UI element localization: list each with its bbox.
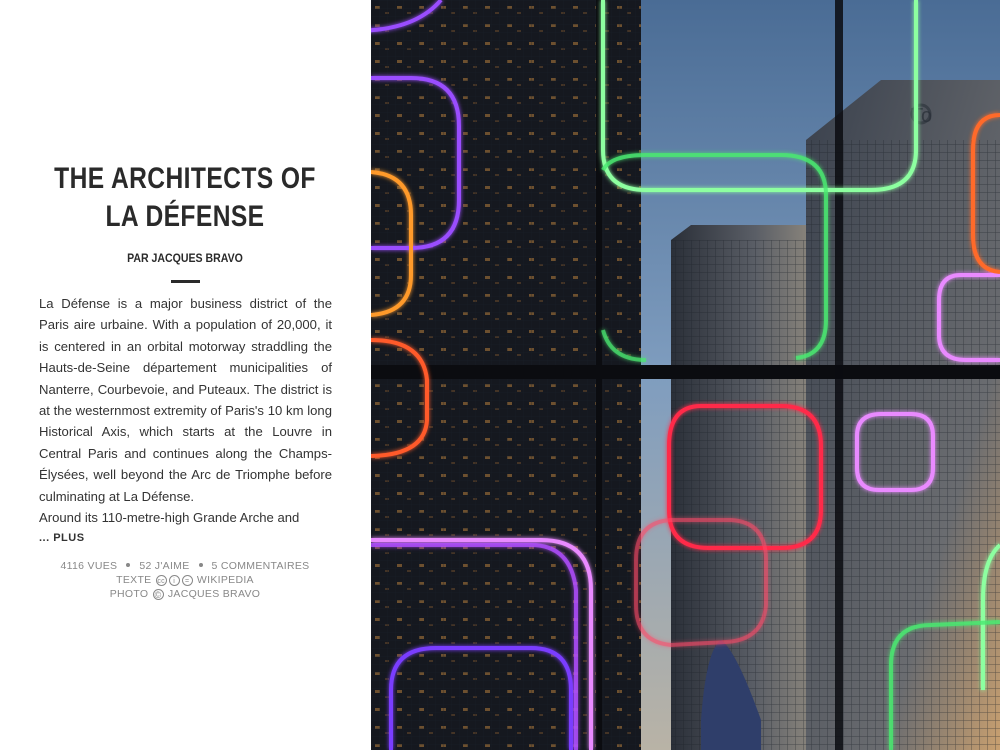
photo-credit [20,588,350,600]
text-credit-label: TEXTE [116,574,152,586]
title-divider [171,280,200,283]
text-source-link[interactable]: WIKIPEDIA [196,574,254,586]
cc-sa-icon: = [182,575,193,586]
tower-sign-text: To [911,105,933,127]
cc-by-icon: i [169,575,180,586]
text-credit [20,574,350,586]
read-more-link[interactable]: ... PLUS [39,532,85,544]
article-byline[interactable]: PAR JACQUES BRAVO [127,251,243,265]
cc-icon: cc [156,575,167,586]
comments-count[interactable]: 5 COMMENTAIRES [211,560,310,572]
separator-dot [126,563,130,567]
article-paragraph: Around its 110-metre-high Grande Arche and [39,510,300,526]
article-body [39,293,332,528]
article-stats [20,560,350,572]
views-count: 4116 VUES [60,560,118,572]
photo-author[interactable]: JACQUES BRAVO [167,588,261,600]
neon-facade-photo [371,0,1000,750]
article-title: THE ARCHITECTS OF LA DÉFENSE [54,162,316,233]
photo-credit-label: PHOTO [109,588,149,600]
copyright-icon: © [153,589,164,600]
separator-dot [199,563,203,567]
article-paragraph: La Défense is a major business district of the Paris aire urbaine. With a population of 20,000, it is centered in an orbital motorway straddling the Hauts-de-Seine département municipalities of Nanterre, Courbevoie, and Puteaux. The district is at the westernmost extremity of Paris's 10 km long Historical Axis, which starts at the Louvre in Central Paris and continues along the Champs-Élysées, well beyond the Arc de Triomphe before culminating at La Défense. [39,296,332,504]
article-panel [0,0,371,750]
article-photo [371,0,1000,750]
likes-count[interactable]: 52 J'AIME [139,560,190,572]
